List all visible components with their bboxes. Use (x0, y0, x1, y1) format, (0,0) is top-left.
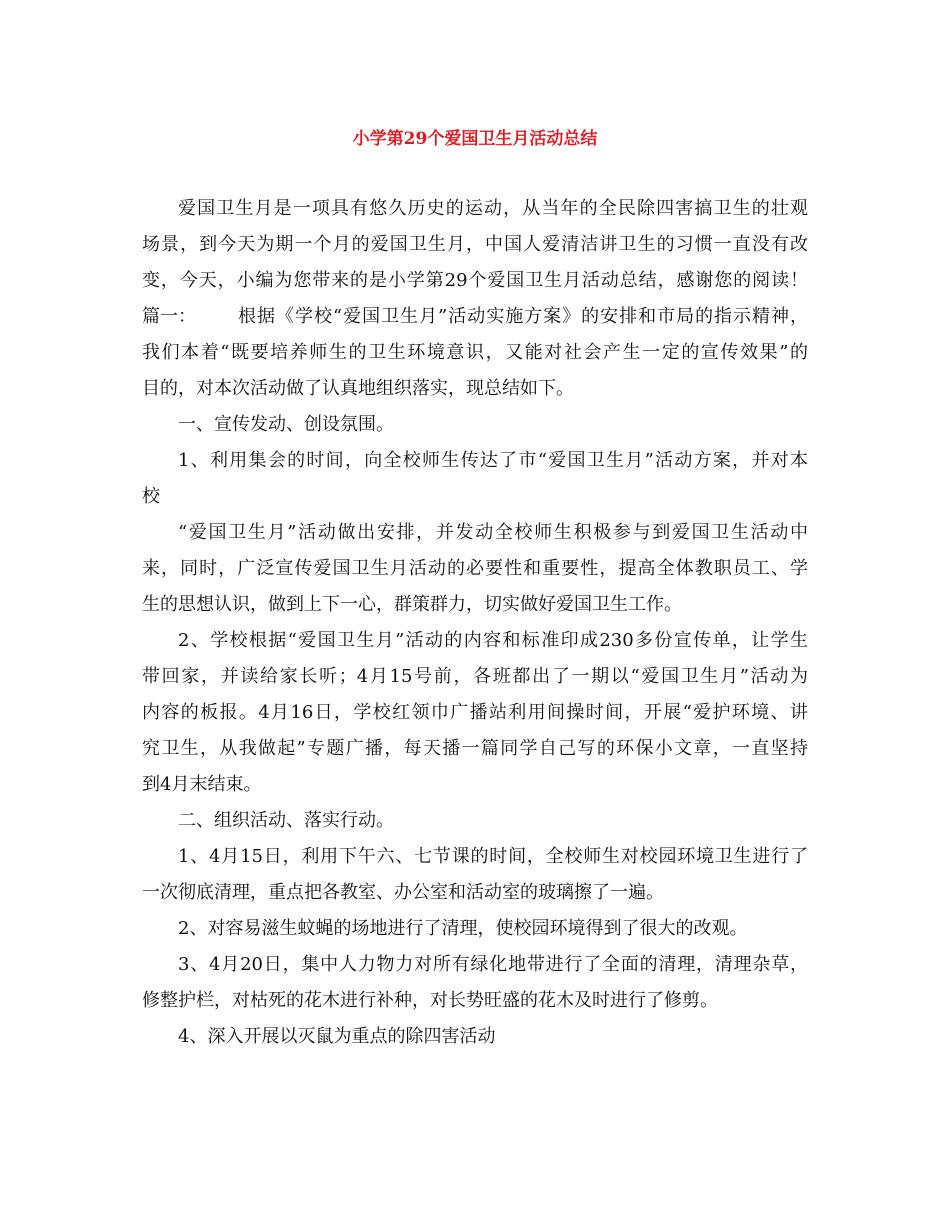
paragraph-line: 到4月末结束。 (142, 774, 262, 795)
paragraph-line: 究卫生，从我做起”专题广播，每天播一篇同学自己写的环保小文章，一直坚持 (142, 738, 808, 759)
paragraph-line: 变，今天，小编为您带来的是小学第29个爱国卫生月活动总结，感谢您的阅读！ (142, 270, 808, 291)
paragraph-line: 2、学校根据“爱国卫生月”活动的内容和标准印成230多份宣传单，让学生 (178, 630, 808, 651)
paragraph-line: 来，同时，广泛宣传爱国卫生月活动的必要性和重要性，提高全体教职员工、学 (142, 558, 808, 579)
paragraph-line: 4、深入开展以灭鼠为重点的除四害活动 (178, 1026, 496, 1047)
paragraph-line: 带回家，并读给家长听；4月15号前，各班都出了一期以“爱国卫生月”活动为 (142, 666, 808, 687)
paragraph-line: 内容的板报。4月16日，学校红领巾广播站利用间操时间，开展“爱护环境、讲 (142, 702, 808, 723)
document-title: 小学第29个爱国卫生月活动总结 (352, 129, 598, 149)
paragraph-line: 我们本着“既要培养师生的卫生环境意识，又能对社会产生一定的宣传效果”的 (142, 342, 808, 363)
paragraph-line: 根据《学校“爱国卫生月”活动实施方案》的安排和市局的指示精神， (238, 306, 808, 327)
heading-line: 二、组织活动、落实行动。 (178, 810, 394, 831)
paragraph-line: 一次彻底清理，重点把各教室、办公室和活动室的玻璃擦了一遍。 (142, 882, 664, 903)
paragraph-line: 目的，对本次活动做了认真地组织落实，现总结如下。 (142, 378, 574, 399)
paragraph-line: 1、4月15日，利用下午六、七节课的时间，全校师生对校园环境卫生进行了 (178, 846, 808, 867)
heading-line: 一、宣传发动、创设氛围。 (178, 414, 394, 435)
paragraph-line: 生的思想认识，做到上下一心，群策群力，切实做好爱国卫生工作。 (142, 594, 682, 615)
paragraph-line: 校 (142, 486, 160, 507)
paragraph-line: 3、4月20日，集中人力物力对所有绿化地带进行了全面的清理，清理杂草， (178, 954, 808, 975)
paragraph-line: 爱国卫生月是一项具有悠久历史的运动，从当年的全民除四害搞卫生的壮观 (178, 198, 808, 219)
section-label: 篇一： (142, 306, 196, 327)
paragraph-line: 场景，到今天为期一个月的爱国卫生月，中国人爱清洁讲卫生的习惯一直没有改 (142, 234, 808, 255)
paragraph-line: “爱国卫生月”活动做出安排，并发动全校师生积极参与到爱国卫生活动中 (178, 522, 808, 543)
paragraph-line: 1、利用集会的时间，向全校师生传达了市“爱国卫生月”活动方案，并对本 (178, 450, 808, 471)
paragraph-line: 修整护栏，对枯死的花木进行补种，对长势旺盛的花木及时进行了修剪。 (142, 990, 718, 1011)
paragraph-line: 2、对容易滋生蚊蝇的场地进行了清理，使校园环境得到了很大的改观。 (178, 918, 748, 939)
section-header-line (142, 304, 808, 330)
